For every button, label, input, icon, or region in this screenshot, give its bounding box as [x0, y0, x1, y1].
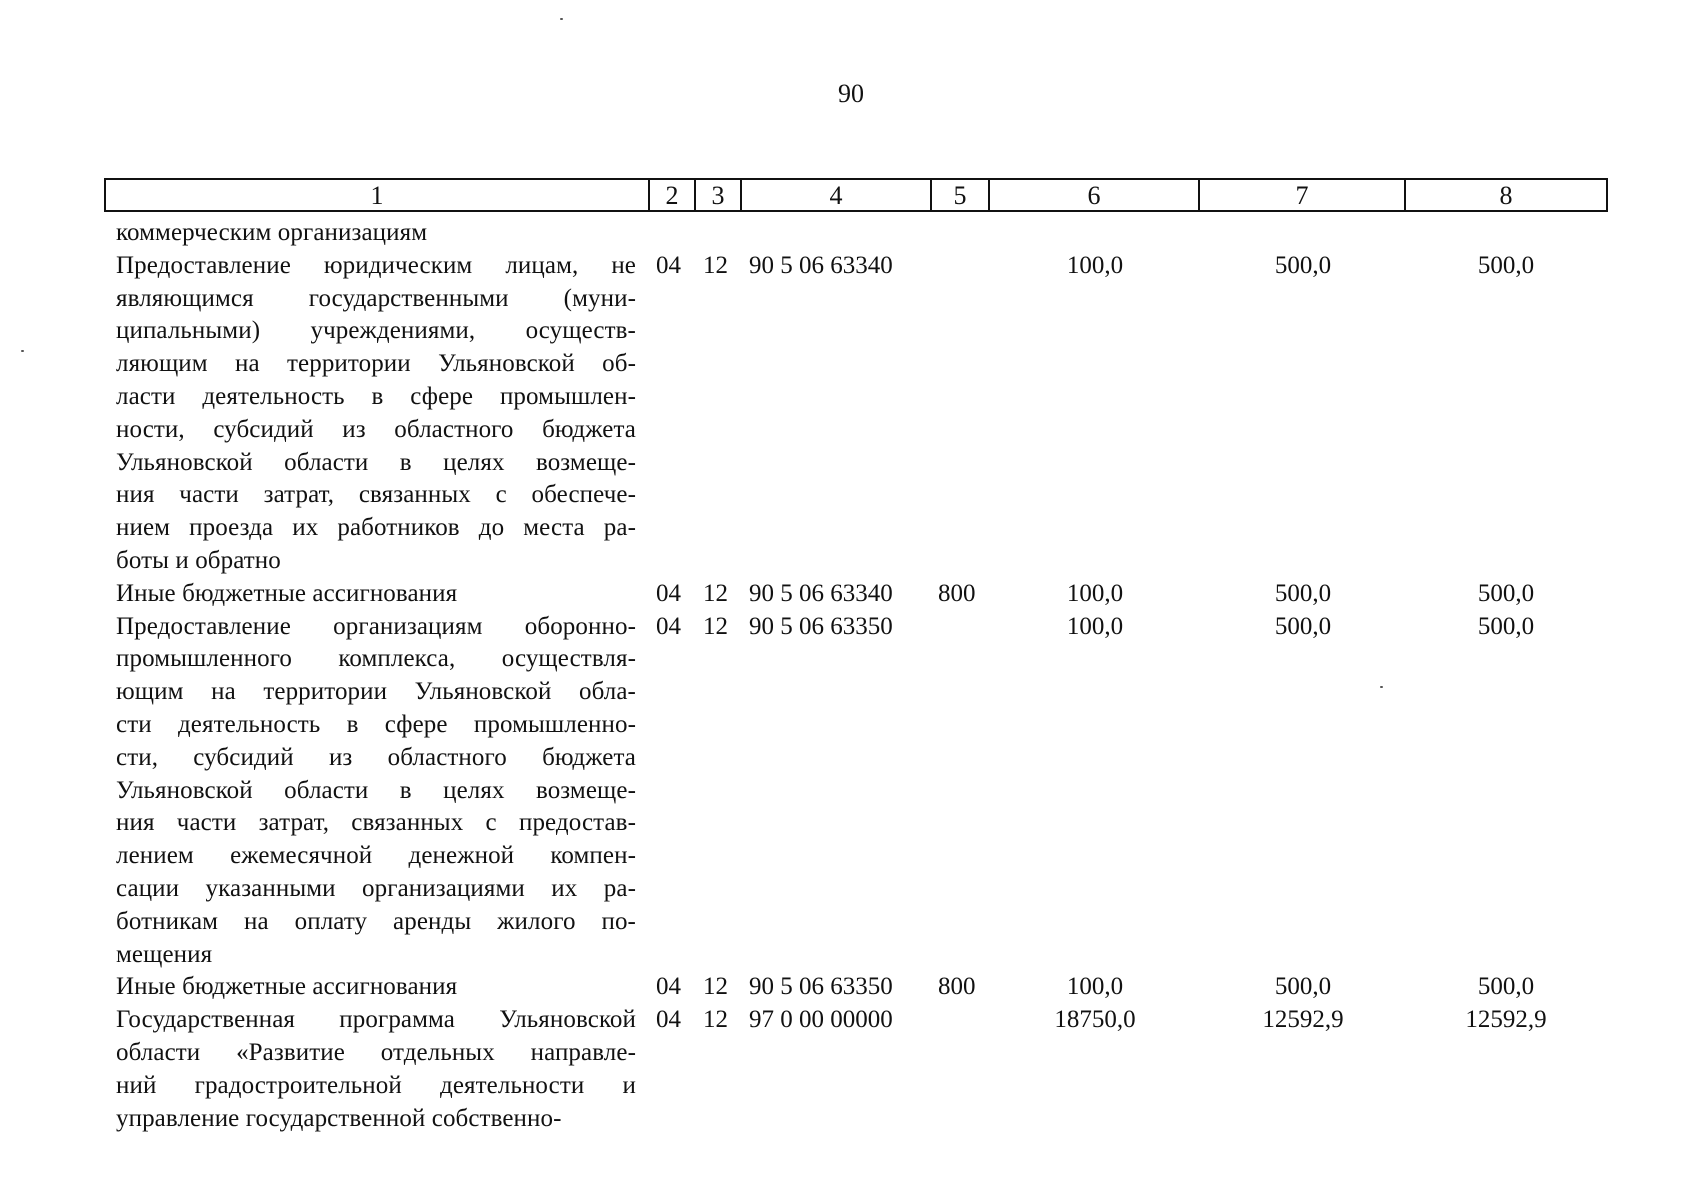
row-description [116, 578, 636, 611]
amount-col-6: 100,0 [1066, 579, 1124, 607]
header-col-6: 6 [990, 180, 1200, 210]
description-line: коммерческим организациям [116, 219, 428, 246]
amount-col-6: 100,0 [1066, 251, 1124, 279]
amount-col-6: 100,0 [1066, 612, 1124, 640]
table-row [0, 1004, 1702, 1135]
description-line: ботникам на оплату аренды жилого по- [116, 907, 636, 935]
description-line: ности, субсидий из областного бюджета [116, 415, 636, 443]
description-line: Иные бюджетные ассигнования [116, 973, 458, 1001]
subsection-code: 12 [703, 612, 728, 640]
table-body [0, 217, 1702, 1135]
row-description [116, 971, 636, 1004]
table-row [0, 611, 1702, 972]
row-description [116, 217, 636, 250]
target-article-code: 90 5 06 63350 [749, 973, 893, 1001]
amount-col-6: 100,0 [1066, 973, 1124, 1001]
header-col-4: 4 [742, 180, 932, 210]
description-line: Предоставление организациям оборонно- [116, 612, 636, 640]
amount-col-7: 500,0 [1274, 973, 1332, 1001]
target-article-code: 90 5 06 63340 [749, 251, 893, 279]
expense-type-code: 800 [938, 973, 976, 1001]
description-line: сти деятельность в сфере промышленно- [116, 710, 636, 738]
description-line: Государственная программа Ульяновской [116, 1006, 636, 1034]
description-line: сации указанными организациями их ра- [116, 874, 636, 902]
amount-col-7: 500,0 [1274, 612, 1332, 640]
description-line: ляющим на территории Ульяновской об- [116, 350, 636, 378]
section-code: 04 [656, 612, 681, 640]
description-line: Иные бюджетные ассигнования [116, 579, 458, 607]
subsection-code: 12 [703, 579, 728, 607]
header-col-3: 3 [696, 180, 742, 210]
description-line: управление государственной собственно- [116, 1104, 562, 1132]
description-line: лением ежемесячной денежной компен- [116, 842, 636, 870]
amount-col-8: 500,0 [1477, 579, 1535, 607]
amount-col-8: 12592,9 [1465, 1006, 1547, 1034]
amount-col-8: 500,0 [1477, 973, 1535, 1001]
header-col-7: 7 [1200, 180, 1406, 210]
amount-col-7: 12592,9 [1262, 1006, 1344, 1034]
description-line: ния части затрат, связанных с предостав- [116, 809, 636, 837]
section-code: 04 [656, 1006, 681, 1034]
header-col-2: 2 [650, 180, 696, 210]
amount-col-8: 500,0 [1477, 612, 1535, 640]
section-code: 04 [656, 973, 681, 1001]
description-line: области «Развитие отдельных направле- [116, 1038, 636, 1066]
amount-col-7: 500,0 [1274, 251, 1332, 279]
subsection-code: 12 [703, 1006, 728, 1034]
row-description [116, 1004, 636, 1135]
expense-type-code: 800 [938, 579, 976, 607]
table-header [104, 178, 1608, 212]
description-line: ющим на территории Ульяновской обла- [116, 678, 636, 706]
table-row [0, 578, 1702, 611]
description-line: ния части затрат, связанных с обеспече- [116, 481, 636, 509]
header-col-5: 5 [932, 180, 990, 210]
row-description [116, 611, 636, 972]
table-row [0, 250, 1702, 578]
section-code: 04 [656, 251, 681, 279]
scan-speck [21, 350, 24, 352]
description-line: сти, субсидий из областного бюджета [116, 743, 636, 771]
description-line: Ульяновской области в целях возмеще- [116, 448, 636, 476]
section-code: 04 [656, 579, 681, 607]
description-line: мещения [116, 940, 213, 968]
row-description [116, 250, 636, 578]
target-article-code: 97 0 00 00000 [749, 1006, 893, 1034]
header-col-1: 1 [106, 180, 650, 210]
subsection-code: 12 [703, 251, 728, 279]
description-line: нием проезда их работников до места ра- [116, 514, 636, 542]
description-line: Ульяновской области в целях возмеще- [116, 776, 636, 804]
header-col-8: 8 [1499, 181, 1513, 210]
page-number: 90 [838, 79, 864, 108]
amount-col-7: 500,0 [1274, 579, 1332, 607]
description-line: Предоставление юридическим лицам, не [116, 251, 636, 279]
table-row [0, 217, 1702, 250]
description-line: ципальными) учреждениями, осуществ- [116, 317, 636, 345]
target-article-code: 90 5 06 63340 [749, 579, 893, 607]
description-line: боты и обратно [116, 546, 281, 574]
scan-speck [1380, 686, 1383, 688]
amount-col-6: 18750,0 [1054, 1006, 1136, 1034]
amount-col-8: 500,0 [1477, 251, 1535, 279]
table-row [0, 971, 1702, 1004]
scan-speck [560, 18, 563, 20]
description-line: промышленного комплекса, осуществля- [116, 645, 636, 673]
subsection-code: 12 [703, 973, 728, 1001]
description-line: являющимся государственными (муни- [116, 284, 636, 312]
description-line: ний градостроительной деятельности и [116, 1071, 636, 1099]
target-article-code: 90 5 06 63350 [749, 612, 893, 640]
description-line: ласти деятельность в сфере промышлен- [116, 382, 636, 410]
